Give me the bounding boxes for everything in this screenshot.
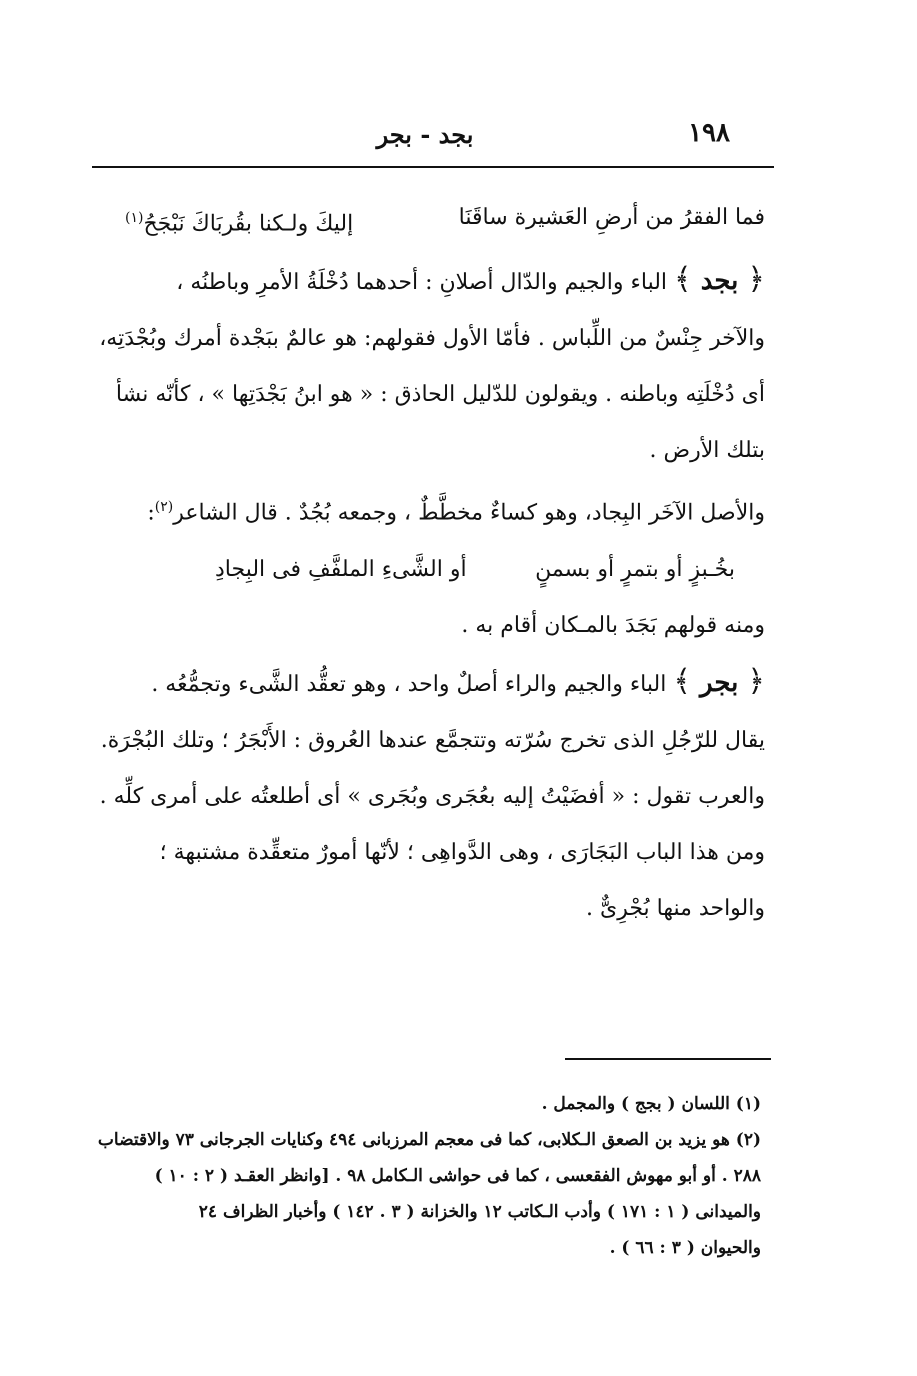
opening-verse xyxy=(125,190,765,252)
entry-bjd-line-2: والآخر جِنْسٌ من اللِّباس . فأمّا الأول فقولهم: هو عالمٌ ببَجْدة أمرك وبُجْدَتِه، xyxy=(99,326,765,352)
footnote-2-line-2: ٢٨٨ . أو أبو مهوش الفقعسى ، كما فى حواشى الـكامل ٩٨ . [وانظر العقـد ( ٢ : ١٠ ) xyxy=(154,1166,761,1186)
entry-bjd-line-1-text: الباء والجيم والدّال أصلانِ : أحدهما دُخْلَةُ الأمرِ وباطنُه ، xyxy=(176,270,668,296)
bjd-verse xyxy=(125,542,765,598)
footnote-2-line-1: (٢) هو يزيد بن الصعق الـكلابى، كما فى معجم المرزبانى ٤٩٤ وكنايات الجرجانى ٧٣ والاقتضاب xyxy=(97,1130,761,1150)
ornament-bracket-close: ﴾ xyxy=(674,262,692,298)
footnote-reference-2: (٢) xyxy=(154,499,174,516)
entry-bjd-line-5 xyxy=(125,479,765,541)
bjd-verse-hemistich-second: أو الشَّىءِ الملفَّفِ فى البِجادِ xyxy=(215,556,467,582)
headword-bjr xyxy=(673,663,765,699)
footnote-rule xyxy=(565,1058,771,1060)
ornament-bracket-close: ﴾ xyxy=(673,663,691,699)
entry-bjd-line-6: ومنه قولهم بَجَدَ بالمـكان أقام به . xyxy=(461,612,765,638)
headword-bjd xyxy=(674,262,765,298)
entry-bjr-line-2: يقال للرّجُلِ الذى تخرج سُرّته وتتجمَّع عندها العُروق : الأَبْجَرُ ؛ وتلك البُجْرَة. xyxy=(100,727,765,753)
verse-hemistich-second-text: إليكَ ولـكنا بقُربَاكَ نَبْجَحُ xyxy=(143,211,354,237)
footnote-reference-1: (١) xyxy=(125,210,144,226)
footnote-2-line-4: والحيوان ( ٣ : ٦٦ ) . xyxy=(609,1238,761,1258)
headword-bjd-text: بجد xyxy=(700,266,739,297)
bjd-verse-hemistich-first: بخُـبزٍ أو بتمرٍ أو بسمنٍ xyxy=(535,556,735,582)
footnotes xyxy=(97,1086,761,1266)
ornament-bracket-open: ﴿ xyxy=(747,262,765,298)
entry-bjr-line-3: والعرب تقول : « أفضَيْتُ إليه بعُجَرى وبُجَرى » أى أطلعتُه على أمرى كلِّه . xyxy=(99,783,765,809)
header-rule xyxy=(92,166,774,168)
page-header xyxy=(80,118,770,158)
body-text xyxy=(99,190,765,937)
entry-bjr-line-5: والواحد منها بُجْرِىٌّ . xyxy=(586,895,765,921)
verse-hemistich-first: فما الفقرُ من أرضِ العَشيرة ساقَنَا xyxy=(458,205,765,230)
entry-bjd-line-5-colon: : xyxy=(147,500,155,526)
page-number: ١٩٨ xyxy=(688,118,730,148)
footnote-1: (١) اللسان ( بجج ) والمجمل . xyxy=(541,1094,761,1114)
ornament-bracket-open: ﴿ xyxy=(747,663,765,699)
entry-bjd-line-3: أى دُخْلَتِه وباطنه . ويقولون للدّليل الحاذق : « هو ابنُ بَجْدَتِها » ، كأنّه نشأ xyxy=(115,382,765,408)
entry-bjd-line-4: بتلك الأرض . xyxy=(649,438,765,464)
entry-bjr-line-1-text: الباء والجيم والراء أصلٌ واحد ، وهو تعقُّد الشَّىء وتجمُّعُه . xyxy=(151,671,667,697)
entry-bjr-line-1 xyxy=(125,654,765,713)
running-head: بجد - بجر xyxy=(376,120,474,149)
entry-bjd-line-1 xyxy=(125,252,765,311)
entry-bjd-line-5-text: والأصل الآخَر البِجاد، وهو كساءٌ مخطَّطٌ ، وجمعه بُجُدٌ . قال الشاعر xyxy=(173,500,765,526)
headword-bjr-text: بجر xyxy=(699,667,739,698)
entry-bjr-line-4: ومن هذا الباب البَجَارَى ، وهى الدَّواهِى ؛ لأنّها أمورٌ متعقِّدة مشتبهة ؛ xyxy=(159,839,765,865)
footnote-2-line-3: والميدانى ( ١ : ١٧١ ) وأدب الـكاتب ١٢ والخزانة ( ٣ . ١٤٢ ) وأخبار الظراف ٢٤ xyxy=(198,1202,761,1222)
verse-hemistich-second xyxy=(125,190,353,252)
